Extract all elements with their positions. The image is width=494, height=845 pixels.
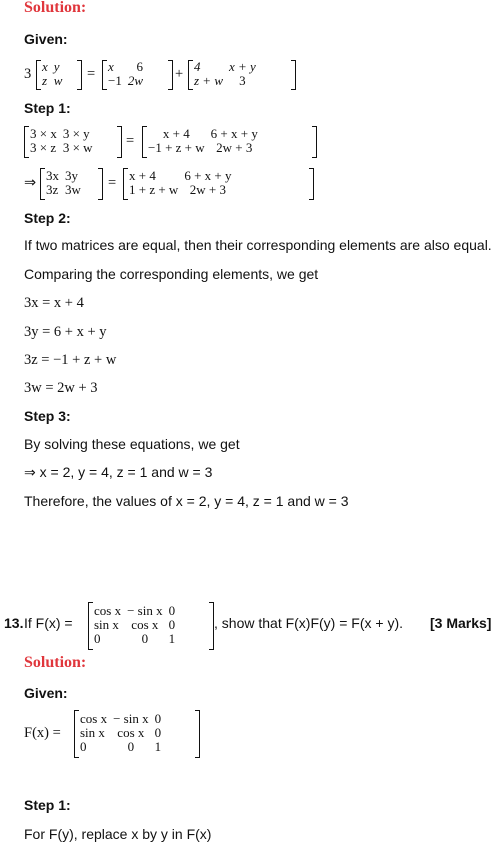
- fx-lhs: F(x) =: [24, 725, 61, 741]
- cell: cos x: [94, 603, 122, 618]
- equals: =: [126, 133, 135, 149]
- cell: 6 + x + y: [210, 126, 258, 141]
- cell: z + w: [194, 73, 224, 88]
- cell: 0: [154, 725, 162, 740]
- equal-matrices-text: If two matrices are equal, then their corresponding elements are also equal.: [24, 237, 492, 253]
- cell: 3: [239, 73, 246, 88]
- cell: −1: [108, 73, 122, 88]
- equals: =: [87, 66, 96, 82]
- cell: 3y: [65, 168, 78, 183]
- cell: 0: [80, 739, 87, 754]
- cell: cos x: [117, 725, 145, 740]
- cell: 2w: [127, 73, 144, 88]
- given-label-2: Given:: [24, 685, 68, 701]
- cell: 0: [168, 603, 176, 618]
- cell: sin x: [80, 725, 105, 740]
- cell: 0: [168, 617, 176, 632]
- cell: − sin x: [127, 603, 163, 618]
- cell: x: [42, 59, 48, 74]
- cell: 3 × y: [62, 126, 90, 141]
- equation-2: 3y = 6 + x + y: [24, 324, 107, 340]
- cell: 1: [154, 739, 162, 754]
- cell: − sin x: [113, 711, 149, 726]
- cell: 6: [136, 59, 144, 74]
- cell: 0: [94, 631, 101, 646]
- equation-3: 3z = −1 + z + w: [24, 352, 117, 368]
- cell: w: [53, 73, 63, 88]
- cell: 3 × x: [30, 126, 57, 141]
- step2-label: Step 2:: [24, 210, 71, 226]
- cell: x + 4: [162, 126, 190, 141]
- given-label: Given:: [24, 31, 68, 47]
- question-prefix: If F(x) =: [24, 615, 73, 631]
- therefore-text: Therefore, the values of x = 2, y = 4, z = 1 and w = 3: [24, 493, 349, 509]
- cell: cos x: [80, 711, 108, 726]
- cell: sin x: [94, 617, 119, 632]
- cell: 4: [194, 59, 201, 74]
- coefficient: 3: [24, 66, 32, 82]
- cell: 0: [154, 711, 162, 726]
- cell: 2w + 3: [216, 140, 253, 155]
- cell: 3 × z: [30, 140, 57, 155]
- marks-badge: [3 Marks]: [430, 615, 492, 631]
- cell: 2w + 3: [189, 182, 227, 197]
- question-suffix: , show that F(x)F(y) = F(x + y).: [214, 615, 404, 631]
- cell: 0: [127, 739, 135, 754]
- cell: 1: [168, 631, 176, 646]
- plus: +: [175, 66, 184, 82]
- cell: y: [53, 59, 60, 74]
- equation-1: 3x = x + 4: [24, 295, 84, 311]
- cell: 3 × w: [62, 140, 93, 155]
- step1-simplified: [24, 168, 324, 202]
- question-13: [4, 600, 494, 652]
- cell: z: [42, 73, 48, 88]
- cell: x + 4: [129, 168, 156, 183]
- cell: 3w: [65, 182, 81, 197]
- cell: x + y: [229, 59, 256, 74]
- comparing-text: Comparing the corresponding elements, we get: [24, 266, 319, 282]
- equation-4: 3w = 2w + 3: [24, 380, 98, 396]
- step1-label: Step 1:: [24, 100, 71, 116]
- cell: 1 + z + w: [129, 182, 179, 197]
- step1-equation: [24, 126, 324, 160]
- solving-text: By solving these equations, we get: [24, 436, 240, 452]
- cell: −1 + z + w: [148, 140, 205, 155]
- solution-heading: Solution:: [24, 0, 87, 16]
- cell: 6 + x + y: [184, 168, 232, 183]
- cell: 3x: [46, 168, 59, 183]
- step3-label: Step 3:: [24, 408, 71, 424]
- implies-arrow: ⇒: [24, 175, 37, 191]
- cell: 3z: [46, 182, 59, 197]
- result-text: ⇒ x = 2, y = 4, z = 1 and w = 3: [24, 464, 213, 480]
- step1-label-2: Step 1:: [24, 797, 71, 813]
- solution-heading-2: Solution:: [24, 654, 87, 671]
- given-matrix-block: [24, 708, 324, 760]
- cell: x: [108, 59, 114, 74]
- replace-text: For F(y), replace x by y in F(x): [24, 826, 212, 842]
- cell: 0: [141, 631, 149, 646]
- question-number: 13.: [4, 615, 24, 631]
- cell: cos x: [131, 617, 159, 632]
- equals: =: [108, 175, 117, 191]
